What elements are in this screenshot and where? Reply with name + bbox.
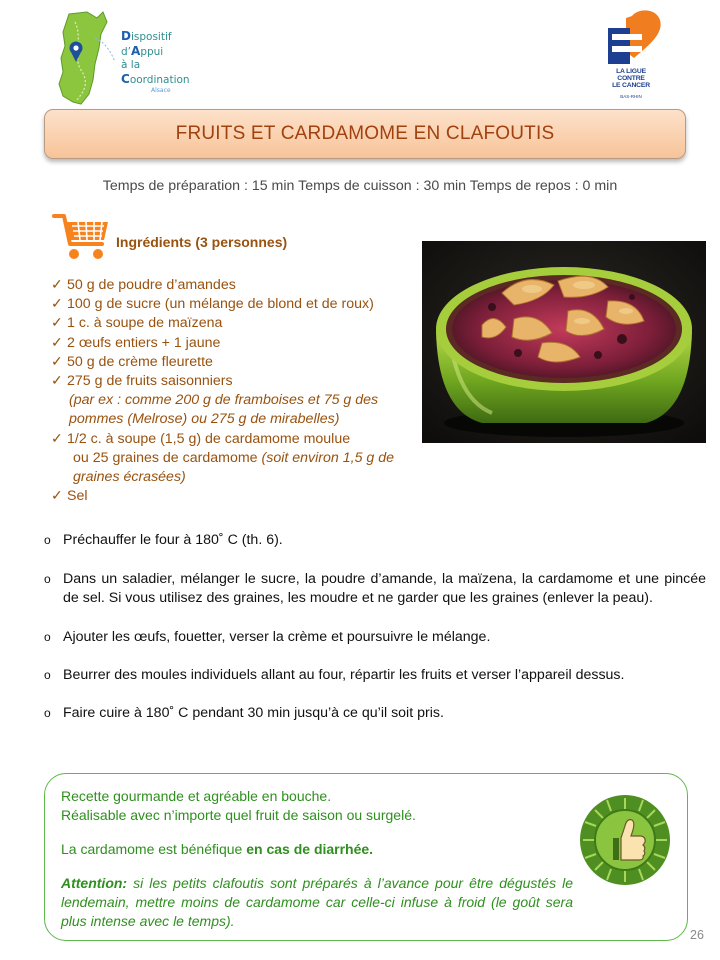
ingredient-text: 50 g de crème fleurette <box>67 353 213 370</box>
attention-text: si les petits clafoutis sont préparés à l’avance pour être dégustés le lendemain, mettre moins de cardamome car celle-ci infuse à froid (le goût sera plus intense avec le temps). <box>61 875 573 929</box>
step-text: Préchauffer le four à 180˚ C (th. 6). <box>63 532 283 548</box>
fruit-note: (par ex : comme 200 g de framboises et 75 g des pommes (Melrose) ou 275 g de mirabelles) <box>69 392 379 428</box>
cardamom-alt-text: ou 25 graines de cardamome <box>73 449 258 466</box>
benefit-bold: en cas de diarrhée. <box>246 841 374 857</box>
bullet-icon: o <box>44 668 51 682</box>
tip-text <box>61 787 573 931</box>
dac-region: Alsace <box>151 87 171 94</box>
shopping-cart-icon <box>52 210 112 262</box>
tip-line1: Recette gourmande et agréable en bouche. <box>61 788 332 804</box>
check-icon: ✓ <box>51 315 63 332</box>
check-icon: ✓ <box>51 353 63 370</box>
bullet-icon: o <box>44 572 51 586</box>
ingredient-item <box>51 430 421 488</box>
cardamom-alternative <box>67 449 421 487</box>
ligue-sub: BAS-RHIN <box>620 94 642 99</box>
bullet-icon: o <box>44 630 51 644</box>
ingredient-text: 1 c. à soupe de maïzena <box>67 315 223 332</box>
ingredient-item <box>51 314 421 333</box>
ingredient-text: 1/2 c. à soupe (1,5 g) de cardamome moulue <box>67 430 351 447</box>
ligue-heart-icon <box>598 8 668 68</box>
step-item <box>44 570 706 608</box>
ligue-line3: LE CANCER <box>612 82 650 89</box>
check-icon: ✓ <box>51 430 63 447</box>
thumbs-up-icon <box>579 794 671 886</box>
tip-benefit <box>61 840 573 859</box>
ingredient-text: Sel <box>67 488 88 505</box>
cardamom-alt-note: (soit environ 1,5 g de graines écrasées) <box>73 449 395 486</box>
dac-logo <box>55 8 205 108</box>
ligue-line1: LA LIGUE <box>616 68 646 75</box>
ingredients-list <box>51 276 421 506</box>
clafoutis-photo <box>422 241 706 443</box>
check-icon: ✓ <box>51 373 63 390</box>
ligue-line2: CONTRE <box>617 75 645 82</box>
page-title: FRUITS ET CARDAMOME EN CLAFOUTIS <box>175 123 555 144</box>
ingredient-text: 2 œufs entiers + 1 jaune <box>67 334 221 351</box>
step-item <box>44 666 706 685</box>
title-banner <box>44 109 686 159</box>
check-icon: ✓ <box>51 277 63 293</box>
step-text: Dans un saladier, mélanger le sucre, la poudre d’amande, la maïzena, la cardamome et une pincée de sel. Si vous utilisez des graines, les moudre et ne garder que les graines (enlever la peau). <box>63 571 706 606</box>
check-icon: ✓ <box>51 488 63 505</box>
attention-label: Attention: <box>61 875 128 891</box>
tip-line2: Réalisable avec n’importe quel fruit de saison ou surgelé. <box>61 807 416 823</box>
bullet-icon: o <box>44 706 51 720</box>
dac-logo-text: Dispositif d’Appui à la Coordination Alsace <box>121 30 205 94</box>
benefit-prefix: La cardamome est bénéfique <box>61 841 247 857</box>
recipe-times: Temps de préparation : 15 min Temps de cuisson : 30 min Temps de repos : 0 min <box>102 178 618 194</box>
check-icon: ✓ <box>51 296 63 313</box>
step-item <box>44 628 706 647</box>
ingredients-heading: Ingrédients (3 personnes) <box>116 234 288 250</box>
ingredient-item <box>51 295 421 314</box>
ingredient-item <box>51 372 421 430</box>
alsace-map-icon <box>55 8 125 108</box>
step-item <box>44 704 706 723</box>
page-number: 26 <box>690 928 704 942</box>
tip-attention <box>61 874 573 931</box>
ingredient-text: 275 g de fruits saisonniers <box>67 373 233 390</box>
check-icon: ✓ <box>51 334 63 351</box>
ingredient-item <box>51 276 421 295</box>
ingredient-text: 100 g de sucre (un mélange de blond et de roux) <box>67 296 374 313</box>
ligue-logo-text <box>600 68 662 89</box>
preparation-steps <box>44 531 706 723</box>
ingredient-item <box>51 334 421 353</box>
step-text: Ajouter les œufs, fouetter, verser la crème et poursuivre le mélange. <box>63 629 491 645</box>
bullet-icon: o <box>44 533 51 547</box>
ingredient-item <box>51 487 421 506</box>
step-text: Beurrer des moules individuels allant au four, répartir les fruits et verser l’appareil dessus. <box>63 667 625 683</box>
step-text: Faire cuire à 180˚ C pendant 30 min jusqu’à ce qu’il soit pris. <box>63 705 444 721</box>
ligue-logo <box>598 8 678 104</box>
step-item <box>44 531 706 550</box>
ingredient-item <box>51 353 421 372</box>
ingredient-text: 50 g de poudre d’amandes <box>67 277 236 293</box>
